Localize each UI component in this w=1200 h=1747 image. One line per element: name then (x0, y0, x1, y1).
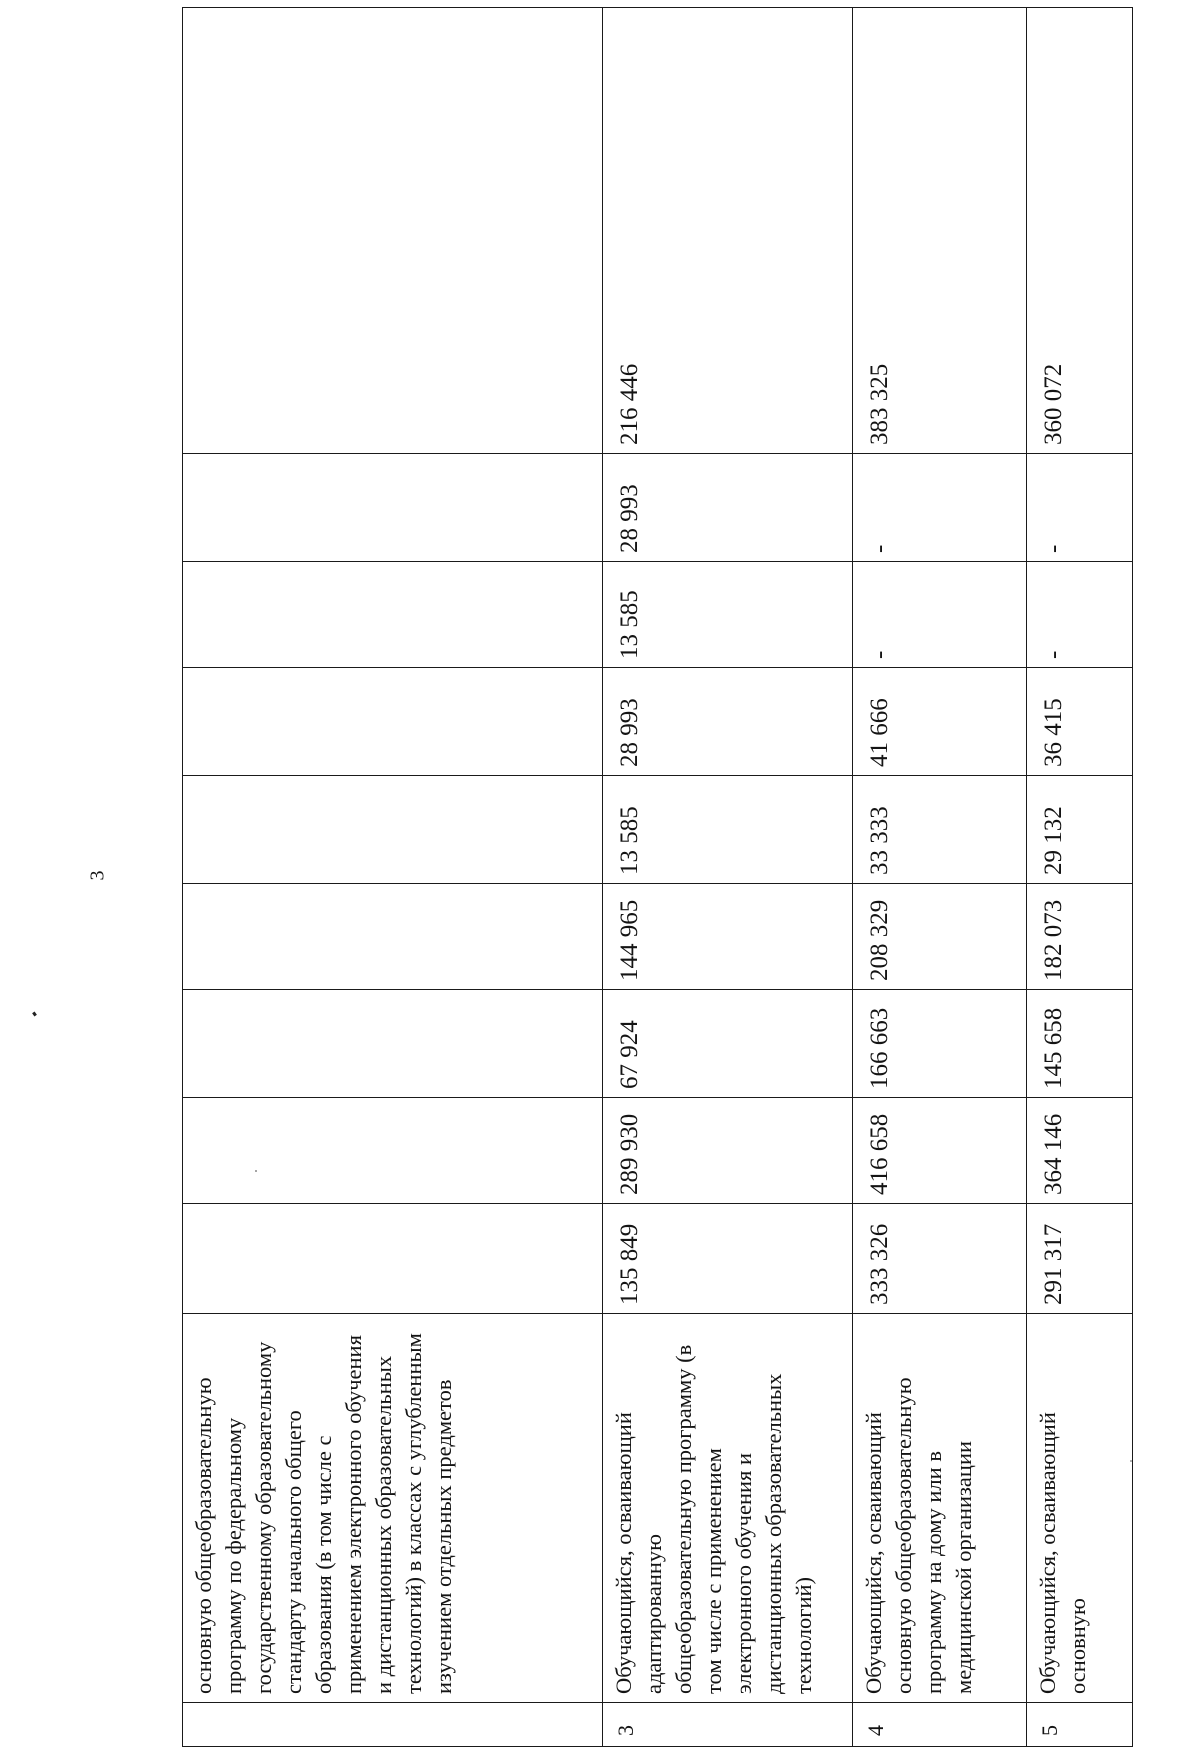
value-cell: 13 585 (603, 776, 853, 884)
value-cell: - (853, 562, 1027, 668)
value-cell (183, 1204, 603, 1314)
value-cell: 36 415 (1027, 668, 1133, 776)
value-cell: 216 446 (603, 8, 853, 454)
value-cell (183, 562, 603, 668)
row-index (183, 1703, 603, 1747)
value-cell (183, 668, 603, 776)
value-cell: 33 333 (853, 776, 1027, 884)
value-cell: 364 146 (1027, 1098, 1133, 1204)
table-container (182, 108, 1132, 1747)
row-index: 4 (853, 1703, 1027, 1747)
scan-speck (32, 1012, 37, 1017)
table-row (1027, 8, 1133, 1747)
row-label: Обучающийся, осваивающий адаптированную общеобразовательную программу (в том числе с применением электронного обучения и дистанционных образовательных технологий) (603, 1314, 853, 1703)
value-cell: 28 993 (603, 454, 853, 562)
row-index: 5 (1027, 1703, 1133, 1747)
value-cell (183, 990, 603, 1098)
value-cell: - (1027, 454, 1133, 562)
value-cell: 289 930 (603, 1098, 853, 1204)
table-row (603, 8, 853, 1747)
value-cell: 182 073 (1027, 884, 1133, 990)
value-cell: 13 585 (603, 562, 853, 668)
row-label: Обучающийся, осваивающий основную (1027, 1314, 1133, 1703)
value-cell: - (1027, 562, 1133, 668)
value-cell: - (853, 454, 1027, 562)
table-row (853, 8, 1027, 1747)
value-cell: 144 965 (603, 884, 853, 990)
row-label: основную общеобразовательную программу по федеральному государственному образовательному стандарту начального общего образования (в том числе с применением электронного обучения и дистанционных образовательных технологий) в классах с углубленным изучением отдельных предметов (183, 1314, 603, 1703)
value-cell (183, 1098, 603, 1204)
row-label: Обучающийся, осваивающий основную общеобразовательную программу на дому или в медицинской организации (853, 1314, 1027, 1703)
value-cell: 28 993 (603, 668, 853, 776)
value-cell: 333 326 (853, 1204, 1027, 1314)
value-cell (183, 8, 603, 454)
value-cell (183, 884, 603, 990)
value-cell: 67 924 (603, 990, 853, 1098)
value-cell: 41 666 (853, 668, 1027, 776)
value-cell (183, 776, 603, 884)
page-number: 3 (86, 870, 109, 881)
value-cell: 29 132 (1027, 776, 1133, 884)
value-cell: 166 663 (853, 990, 1027, 1098)
value-cell: 360 072 (1027, 8, 1133, 454)
value-cell: 383 325 (853, 8, 1027, 454)
value-cell: 135 849 (603, 1204, 853, 1314)
rotated-table-frame (182, 108, 1132, 1747)
value-cell (183, 454, 603, 562)
value-cell: 291 317 (1027, 1204, 1133, 1314)
table-row (183, 8, 603, 1747)
value-cell: 208 329 (853, 884, 1027, 990)
value-cell: 145 658 (1027, 990, 1133, 1098)
cost-table (182, 7, 1133, 1747)
row-index: 3 (603, 1703, 853, 1747)
value-cell: 416 658 (853, 1098, 1027, 1204)
